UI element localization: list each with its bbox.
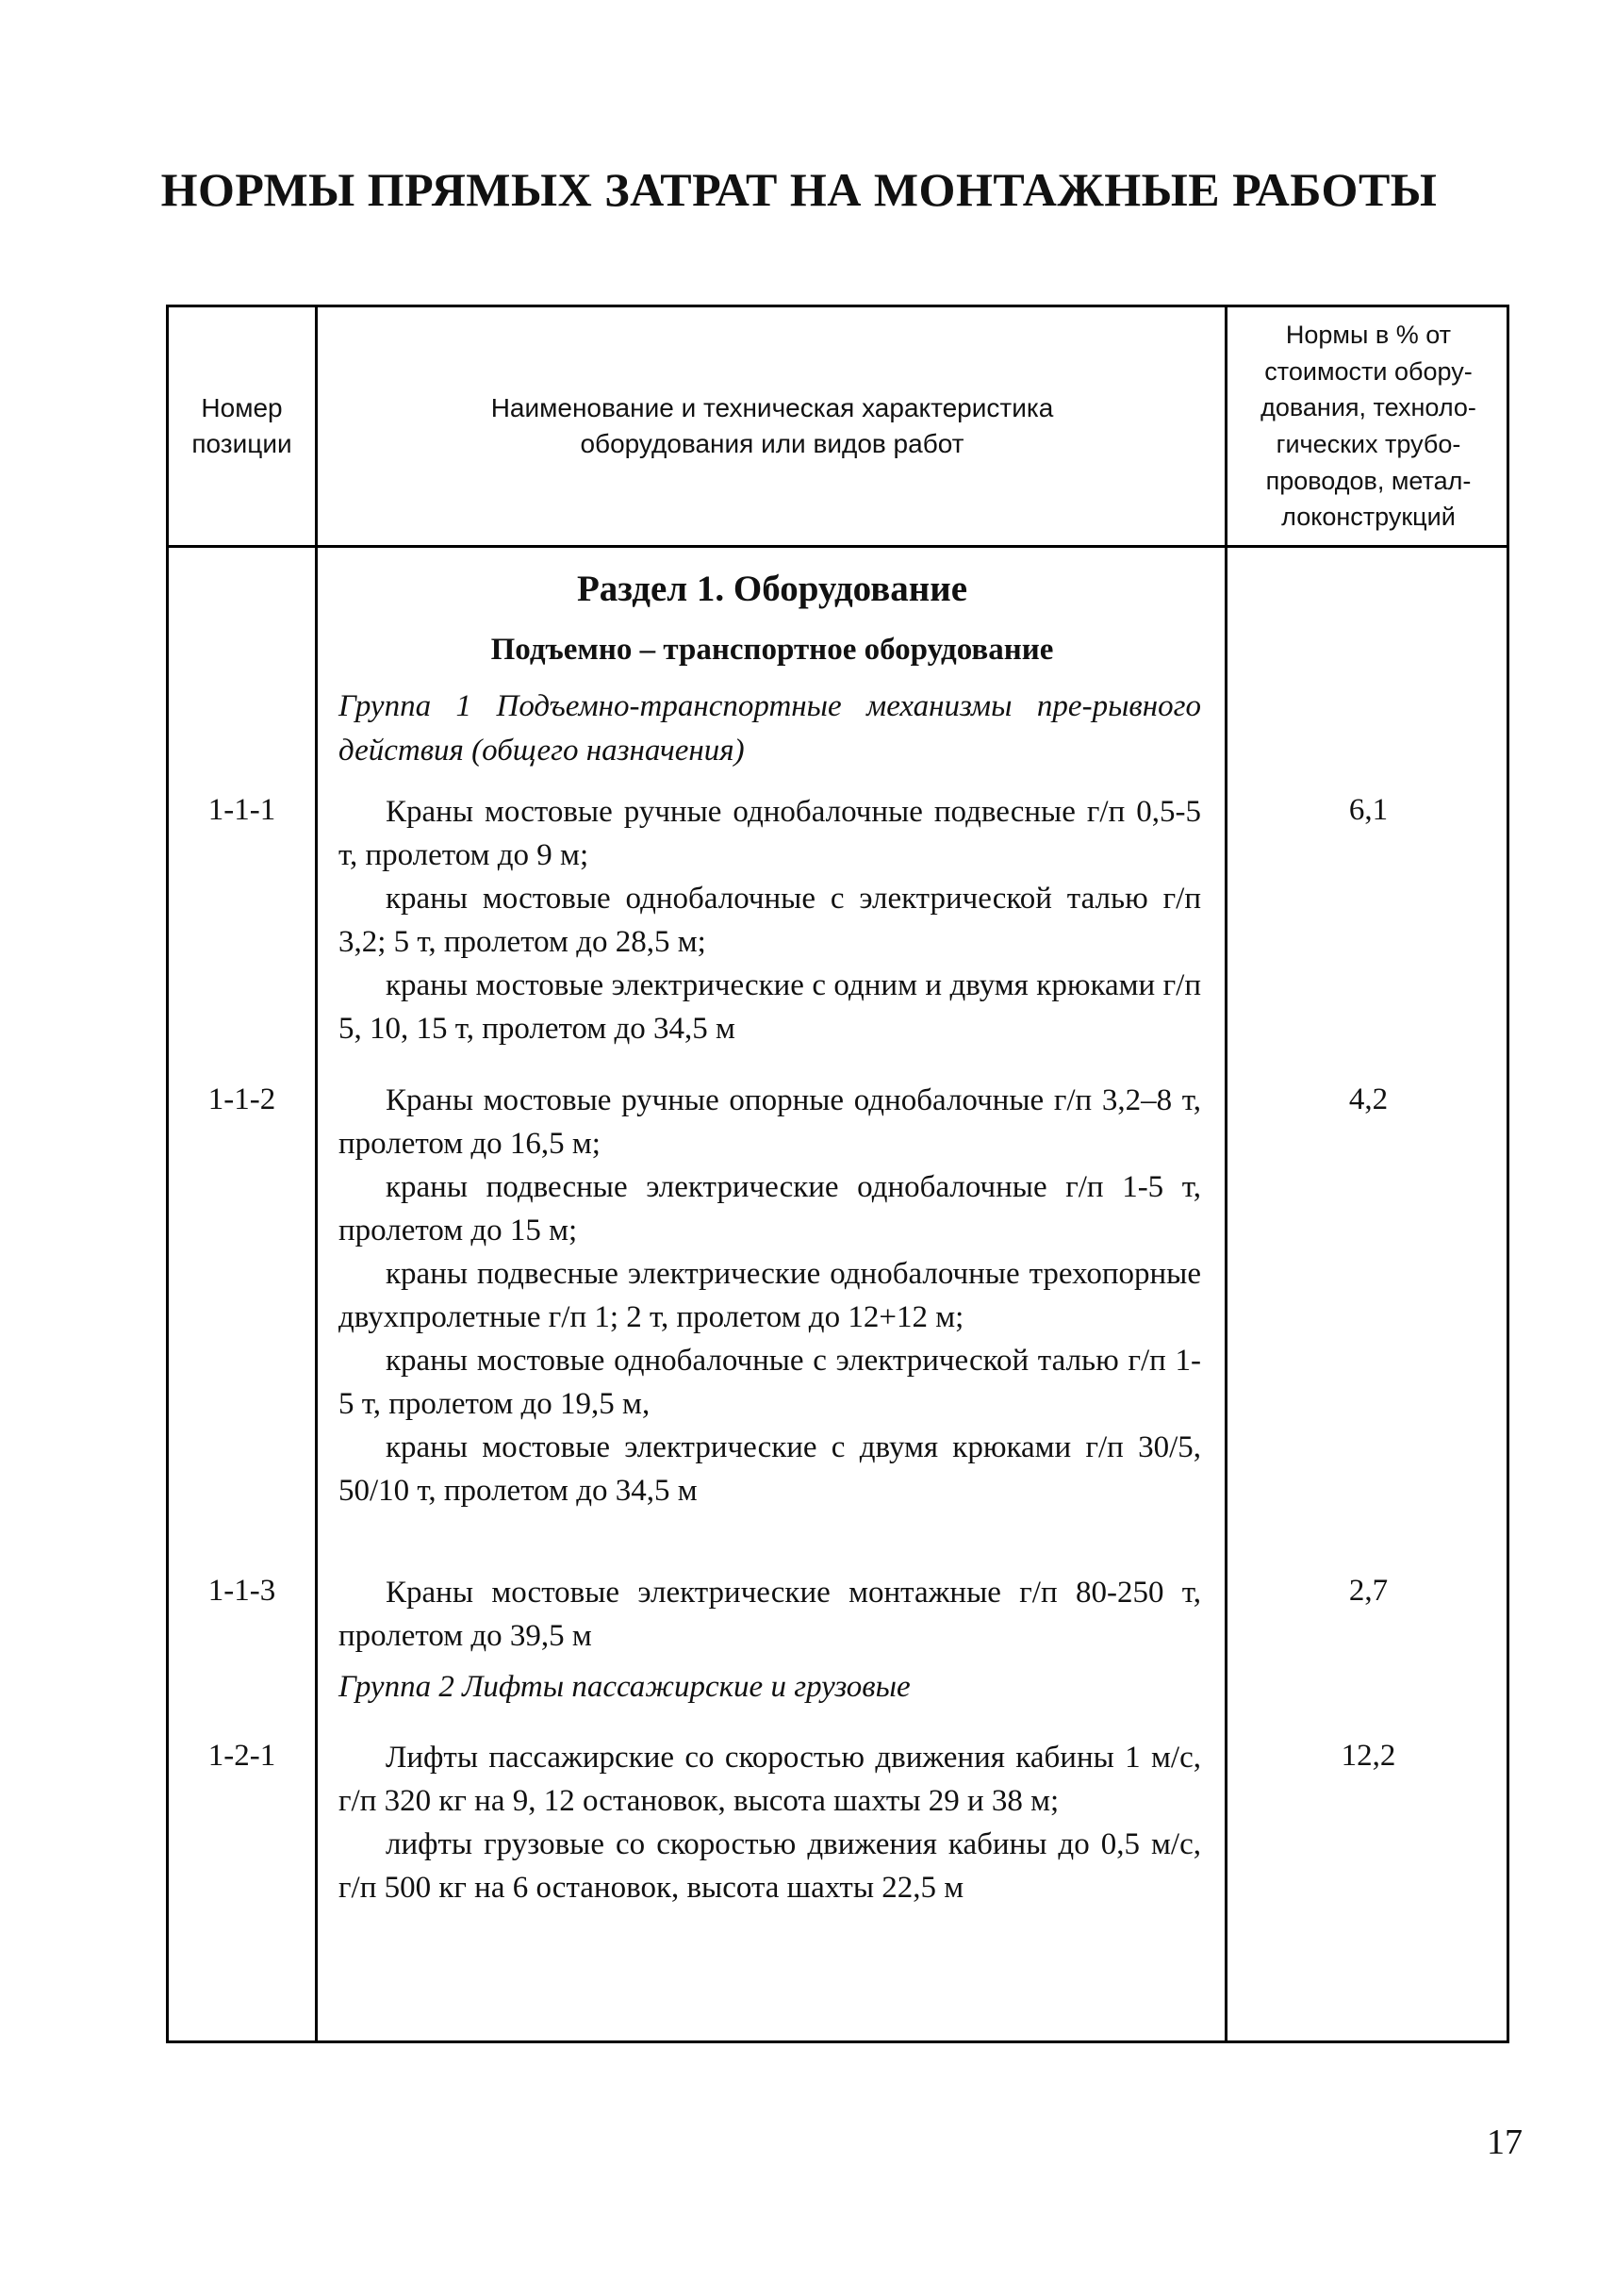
norms-table bbox=[166, 305, 1509, 2043]
row-item: Краны мостовые ручные опорные однобалочные г/п 3,2–8 т, пролетом до 16,5 м; bbox=[338, 1083, 1201, 1161]
row-description bbox=[338, 790, 1201, 1050]
row-position: 1-1-1 bbox=[207, 793, 276, 827]
group-title: Группа 2 Лифты пассажирские и грузовые bbox=[338, 1670, 911, 1704]
subsection-title: Подъемно – транспортное оборудование bbox=[490, 633, 1054, 667]
row-item: краны подвесные электрические однобалочные трехопорные двухпролетные г/п 1; 2 т, пролетом до 12+12 м; bbox=[338, 1257, 1201, 1334]
row-position: 1-1-2 bbox=[207, 1082, 276, 1116]
header-norms-percent: Нормы в % от стоимости обору- дования, техноло- гических трубо- проводов, метал- локонструкций bbox=[1260, 321, 1476, 532]
row-position: 1-2-1 bbox=[207, 1739, 276, 1773]
header-divider bbox=[169, 545, 1507, 548]
header-name: Наименование и техническая характеристика оборудования или видов работ bbox=[490, 393, 1054, 458]
column-divider bbox=[1225, 307, 1227, 2040]
row-position: 1-1-3 bbox=[207, 1574, 276, 1608]
column-divider bbox=[315, 307, 318, 2040]
row-value: 12,2 bbox=[1341, 1739, 1396, 1773]
row-value: 2,7 bbox=[1348, 1574, 1389, 1608]
row-item: краны мостовые электрические с двумя крюками г/п 30/5, 50/10 т, пролетом до 34,5 м bbox=[338, 1430, 1201, 1508]
row-description bbox=[338, 1571, 1201, 1658]
row-description bbox=[338, 1736, 1201, 1909]
row-value: 6,1 bbox=[1348, 793, 1389, 827]
row-value: 4,2 bbox=[1348, 1082, 1389, 1116]
row-item: краны мостовые электрические с одним и двумя крюками г/п 5, 10, 15 т, пролетом до 34,5 м bbox=[338, 968, 1201, 1046]
row-item: Краны мостовые электрические монтажные г/п 80-250 т, пролетом до 39,5 м bbox=[338, 1576, 1201, 1653]
page-title: НОРМЫ ПРЯМЫХ ЗАТРАТ НА МОНТАЖНЫЕ РАБОТЫ bbox=[160, 163, 1438, 216]
page-number: 17 bbox=[1487, 2123, 1523, 2162]
row-item: лифты грузовые со скоростью движения кабины до 0,5 м/с, г/п 500 кг на 6 остановок, высота шахты 22,5 м bbox=[338, 1827, 1201, 1905]
row-item: краны подвесные электрические однобалочные г/п 1-5 т, пролетом до 15 м; bbox=[338, 1170, 1201, 1247]
header-position-number: Номер позиции bbox=[191, 393, 292, 458]
group-title: Группа 1 Подъемно-транспортные механизмы пре-рывного действия (общего назначения) bbox=[338, 689, 1201, 768]
row-item: краны мостовые однобалочные с электрической талью г/п 1-5 т, пролетом до 19,5 м, bbox=[338, 1344, 1201, 1421]
row-description bbox=[338, 1079, 1201, 1512]
row-item: Лифты пассажирские со скоростью движения кабины 1 м/с, г/п 320 кг на 9, 12 остановок, высота шахты 29 и 38 м; bbox=[338, 1741, 1201, 1818]
row-item: Краны мостовые ручные однобалочные подвесные г/п 0,5-5 т, пролетом до 9 м; bbox=[338, 795, 1201, 872]
section-title: Раздел 1. Оборудование bbox=[576, 569, 968, 609]
row-item: краны мостовые однобалочные с электрической талью г/п 3,2; 5 т, пролетом до 28,5 м; bbox=[338, 882, 1201, 959]
